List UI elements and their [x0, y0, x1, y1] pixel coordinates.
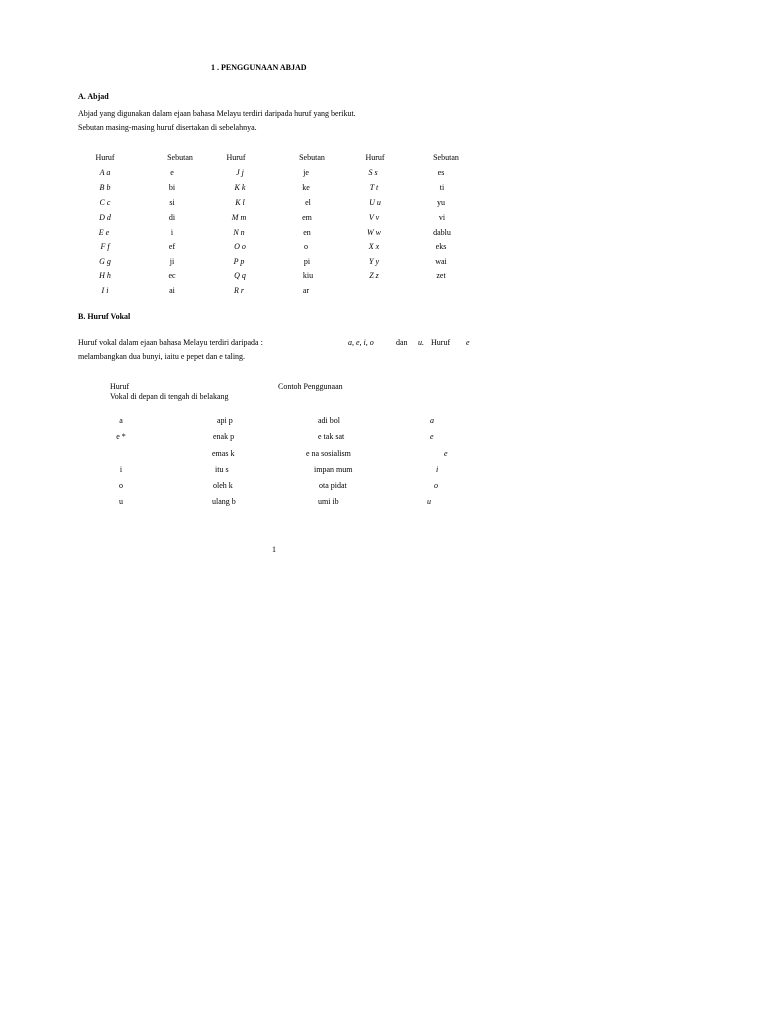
table-cell: en	[303, 228, 311, 237]
table-header-sebutan-2: Sebutan	[299, 153, 325, 162]
table-cell: e	[444, 449, 448, 458]
table-cell: W w	[367, 228, 381, 237]
table-cell: ke	[302, 183, 310, 192]
table-cell: o	[119, 481, 123, 490]
page-number: 1	[272, 545, 276, 554]
table-cell: em	[302, 213, 312, 222]
table-cell: e *	[116, 432, 126, 441]
table-cell: ulang b	[212, 497, 236, 506]
vowel-table-header-contoh: Contoh Penggunaan	[278, 382, 343, 391]
table-cell: B b	[99, 183, 111, 192]
table-cell: e	[430, 432, 434, 441]
table-cell: oleh k	[213, 481, 233, 490]
section-a-intro-line-1: Abjad yang digunakan dalam ejaan bahasa Melayu terdiri daripada huruf yang berikut.	[78, 109, 356, 118]
table-cell: si	[169, 198, 175, 207]
table-cell: H h	[99, 271, 111, 280]
table-cell: C c	[99, 198, 111, 207]
table-cell: D d	[99, 213, 111, 222]
table-cell: X x	[368, 242, 380, 251]
table-cell: K l	[235, 198, 245, 207]
section-a-intro-line-2: Sebutan masing-masing huruf disertakan di sebelahnya.	[78, 123, 257, 132]
table-cell: Z z	[369, 271, 379, 280]
table-header-sebutan-3: Sebutan	[433, 153, 459, 162]
section-b-huruf: Huruf	[431, 338, 451, 347]
table-cell: P p	[233, 257, 245, 266]
table-cell: emas k	[212, 449, 235, 458]
table-cell: adi bol	[318, 416, 340, 425]
table-header-huruf-3: Huruf	[365, 153, 385, 162]
table-cell: kiu	[302, 271, 314, 280]
section-b-heading: B. Huruf Vokal	[78, 312, 131, 321]
table-cell: pi	[303, 257, 311, 266]
table-cell: E e	[98, 228, 110, 237]
table-cell: A a	[99, 168, 111, 177]
table-header-huruf-1: Huruf	[95, 153, 115, 162]
table-cell: wai	[435, 257, 447, 266]
table-cell: M m	[231, 213, 247, 222]
table-cell: i	[119, 465, 123, 474]
table-cell: G g	[99, 257, 111, 266]
section-b-vowels: a, e, i, o	[348, 338, 374, 347]
table-cell: T t	[369, 183, 379, 192]
table-cell: K k	[234, 183, 246, 192]
table-cell: e	[170, 168, 174, 177]
section-a-heading: A. Abjad	[78, 92, 109, 101]
table-cell: ota pidat	[319, 481, 347, 490]
table-cell: e tak sat	[318, 432, 345, 441]
table-cell: V v	[368, 213, 380, 222]
section-b-dan: dan	[396, 338, 408, 347]
table-cell: ec	[168, 271, 176, 280]
table-cell: dablu	[433, 228, 451, 237]
table-cell: e na sosialism	[306, 449, 351, 458]
vowel-table	[0, 370, 768, 520]
vowel-table-header-huruf: Huruf	[110, 382, 130, 391]
table-cell: i	[436, 465, 439, 474]
table-cell: je	[303, 168, 309, 177]
table-cell: zet	[436, 271, 446, 280]
table-cell: el	[305, 198, 311, 207]
table-cell: yu	[437, 198, 445, 207]
table-cell: o	[304, 242, 308, 251]
table-cell: itu s	[215, 465, 229, 474]
table-cell: impan mum	[314, 465, 353, 474]
table-cell: a	[119, 416, 123, 425]
table-cell: R r	[234, 286, 244, 295]
table-cell: J j	[236, 168, 244, 177]
section-b-vowel-u: u.	[418, 338, 424, 347]
table-cell: umi ib	[318, 497, 339, 506]
table-header-huruf-2: Huruf	[226, 153, 246, 162]
section-b-intro-line-2: melambangkan dua bunyi, iaitu e pepet dan e taling.	[78, 352, 246, 361]
table-cell: eks	[435, 242, 447, 251]
table-header-sebutan-1: Sebutan	[167, 153, 193, 162]
table-cell: ef	[168, 242, 176, 251]
table-cell: vi	[438, 213, 446, 222]
table-cell: di	[168, 213, 176, 222]
table-cell: S s	[368, 168, 378, 177]
table-cell: a	[430, 416, 434, 425]
section-b-vowel-e: e	[466, 338, 470, 347]
table-cell: O o	[234, 242, 246, 251]
table-cell: N n	[233, 228, 245, 237]
table-cell: es	[437, 168, 445, 177]
alphabet-table	[0, 0, 768, 300]
table-cell: U u	[369, 198, 381, 207]
table-cell: ar	[302, 286, 310, 295]
table-cell: ti	[439, 183, 445, 192]
table-cell: i	[170, 228, 174, 237]
table-cell: api p	[217, 416, 233, 425]
table-cell: enak p	[213, 432, 235, 441]
section-b-intro-text: Huruf vokal dalam ejaan bahasa Melayu terdiri daripada :	[78, 338, 263, 347]
table-cell: Q q	[234, 271, 246, 280]
table-cell: ai	[169, 286, 175, 295]
table-cell: Y y	[369, 257, 379, 266]
table-cell: I i	[101, 286, 109, 295]
table-cell: bi	[168, 183, 176, 192]
table-cell: u	[427, 497, 431, 506]
page-title: 1 . PENGGUNAAN ABJAD	[211, 63, 307, 72]
table-cell: F f	[100, 242, 110, 251]
table-cell: ji	[169, 257, 175, 266]
table-cell: u	[119, 497, 123, 506]
table-cell: o	[434, 481, 438, 490]
vowel-table-subheader: Vokal di depan di tengah di belakang	[110, 392, 229, 401]
